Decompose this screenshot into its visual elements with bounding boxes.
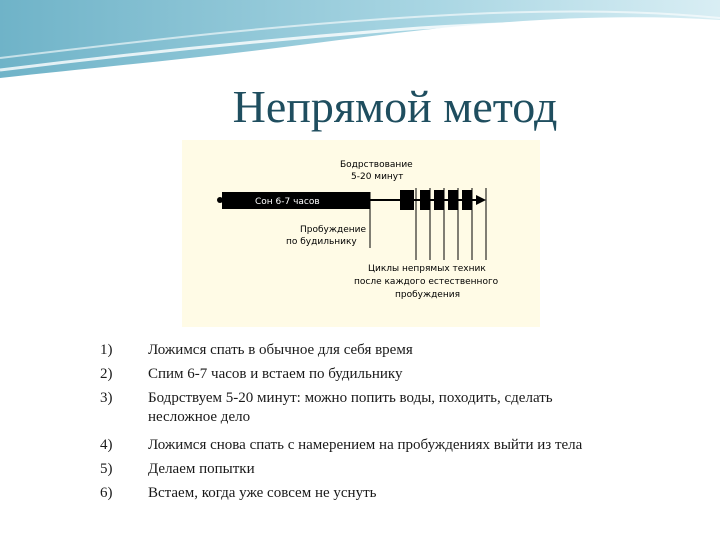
cycle-block bbox=[420, 190, 430, 210]
alarm-label-2: по будильнику bbox=[286, 237, 357, 247]
step-number: 4) bbox=[100, 437, 113, 453]
list-item bbox=[100, 433, 700, 457]
cycle-block bbox=[434, 190, 444, 210]
sleep-timeline-diagram bbox=[182, 140, 540, 327]
step-number: 1) bbox=[100, 342, 113, 358]
sleep-label: Сон 6-7 часов bbox=[255, 197, 320, 207]
list-item bbox=[100, 362, 700, 386]
cycle-block bbox=[462, 190, 472, 210]
steps-list bbox=[100, 338, 700, 505]
cycle-block bbox=[448, 190, 458, 210]
step-number: 5) bbox=[100, 461, 113, 477]
list-item bbox=[100, 457, 700, 481]
cycles-label-3: пробуждения bbox=[395, 290, 460, 300]
step-number: 3) bbox=[100, 390, 113, 406]
step-text: Ложимся снова спать с намерением на пробуждениях выйти из тела bbox=[148, 437, 583, 453]
step-text: Бодрствуем 5-20 минут: можно попить воды, походить, сделать bbox=[148, 390, 553, 406]
step-text: Ложимся спать в обычное для себя время bbox=[148, 342, 413, 358]
cycles-label-2: после каждого естественного bbox=[354, 277, 499, 287]
wake-label: Бодрствование bbox=[340, 160, 413, 170]
wake-duration-label: 5-20 минут bbox=[351, 172, 404, 182]
step-number: 6) bbox=[100, 485, 113, 501]
alarm-label: Пробуждение bbox=[300, 225, 367, 235]
list-item bbox=[100, 386, 700, 429]
list-item bbox=[100, 481, 700, 505]
cycles-label: Циклы непрямых техник bbox=[368, 264, 486, 274]
step-text: Делаем попытки bbox=[148, 461, 255, 477]
step-text-continuation: несложное дело bbox=[148, 409, 251, 425]
step-number: 2) bbox=[100, 366, 113, 382]
page-title: Непрямой метод bbox=[232, 81, 558, 132]
header-wave-decoration bbox=[0, 0, 720, 90]
step-text: Спим 6-7 часов и встаем по будильнику bbox=[148, 366, 403, 382]
timeline-arrowhead bbox=[476, 195, 486, 205]
step-text: Встаем, когда уже совсем не уснуть bbox=[148, 485, 377, 501]
cycle-block bbox=[400, 190, 414, 210]
list-item bbox=[100, 338, 700, 362]
